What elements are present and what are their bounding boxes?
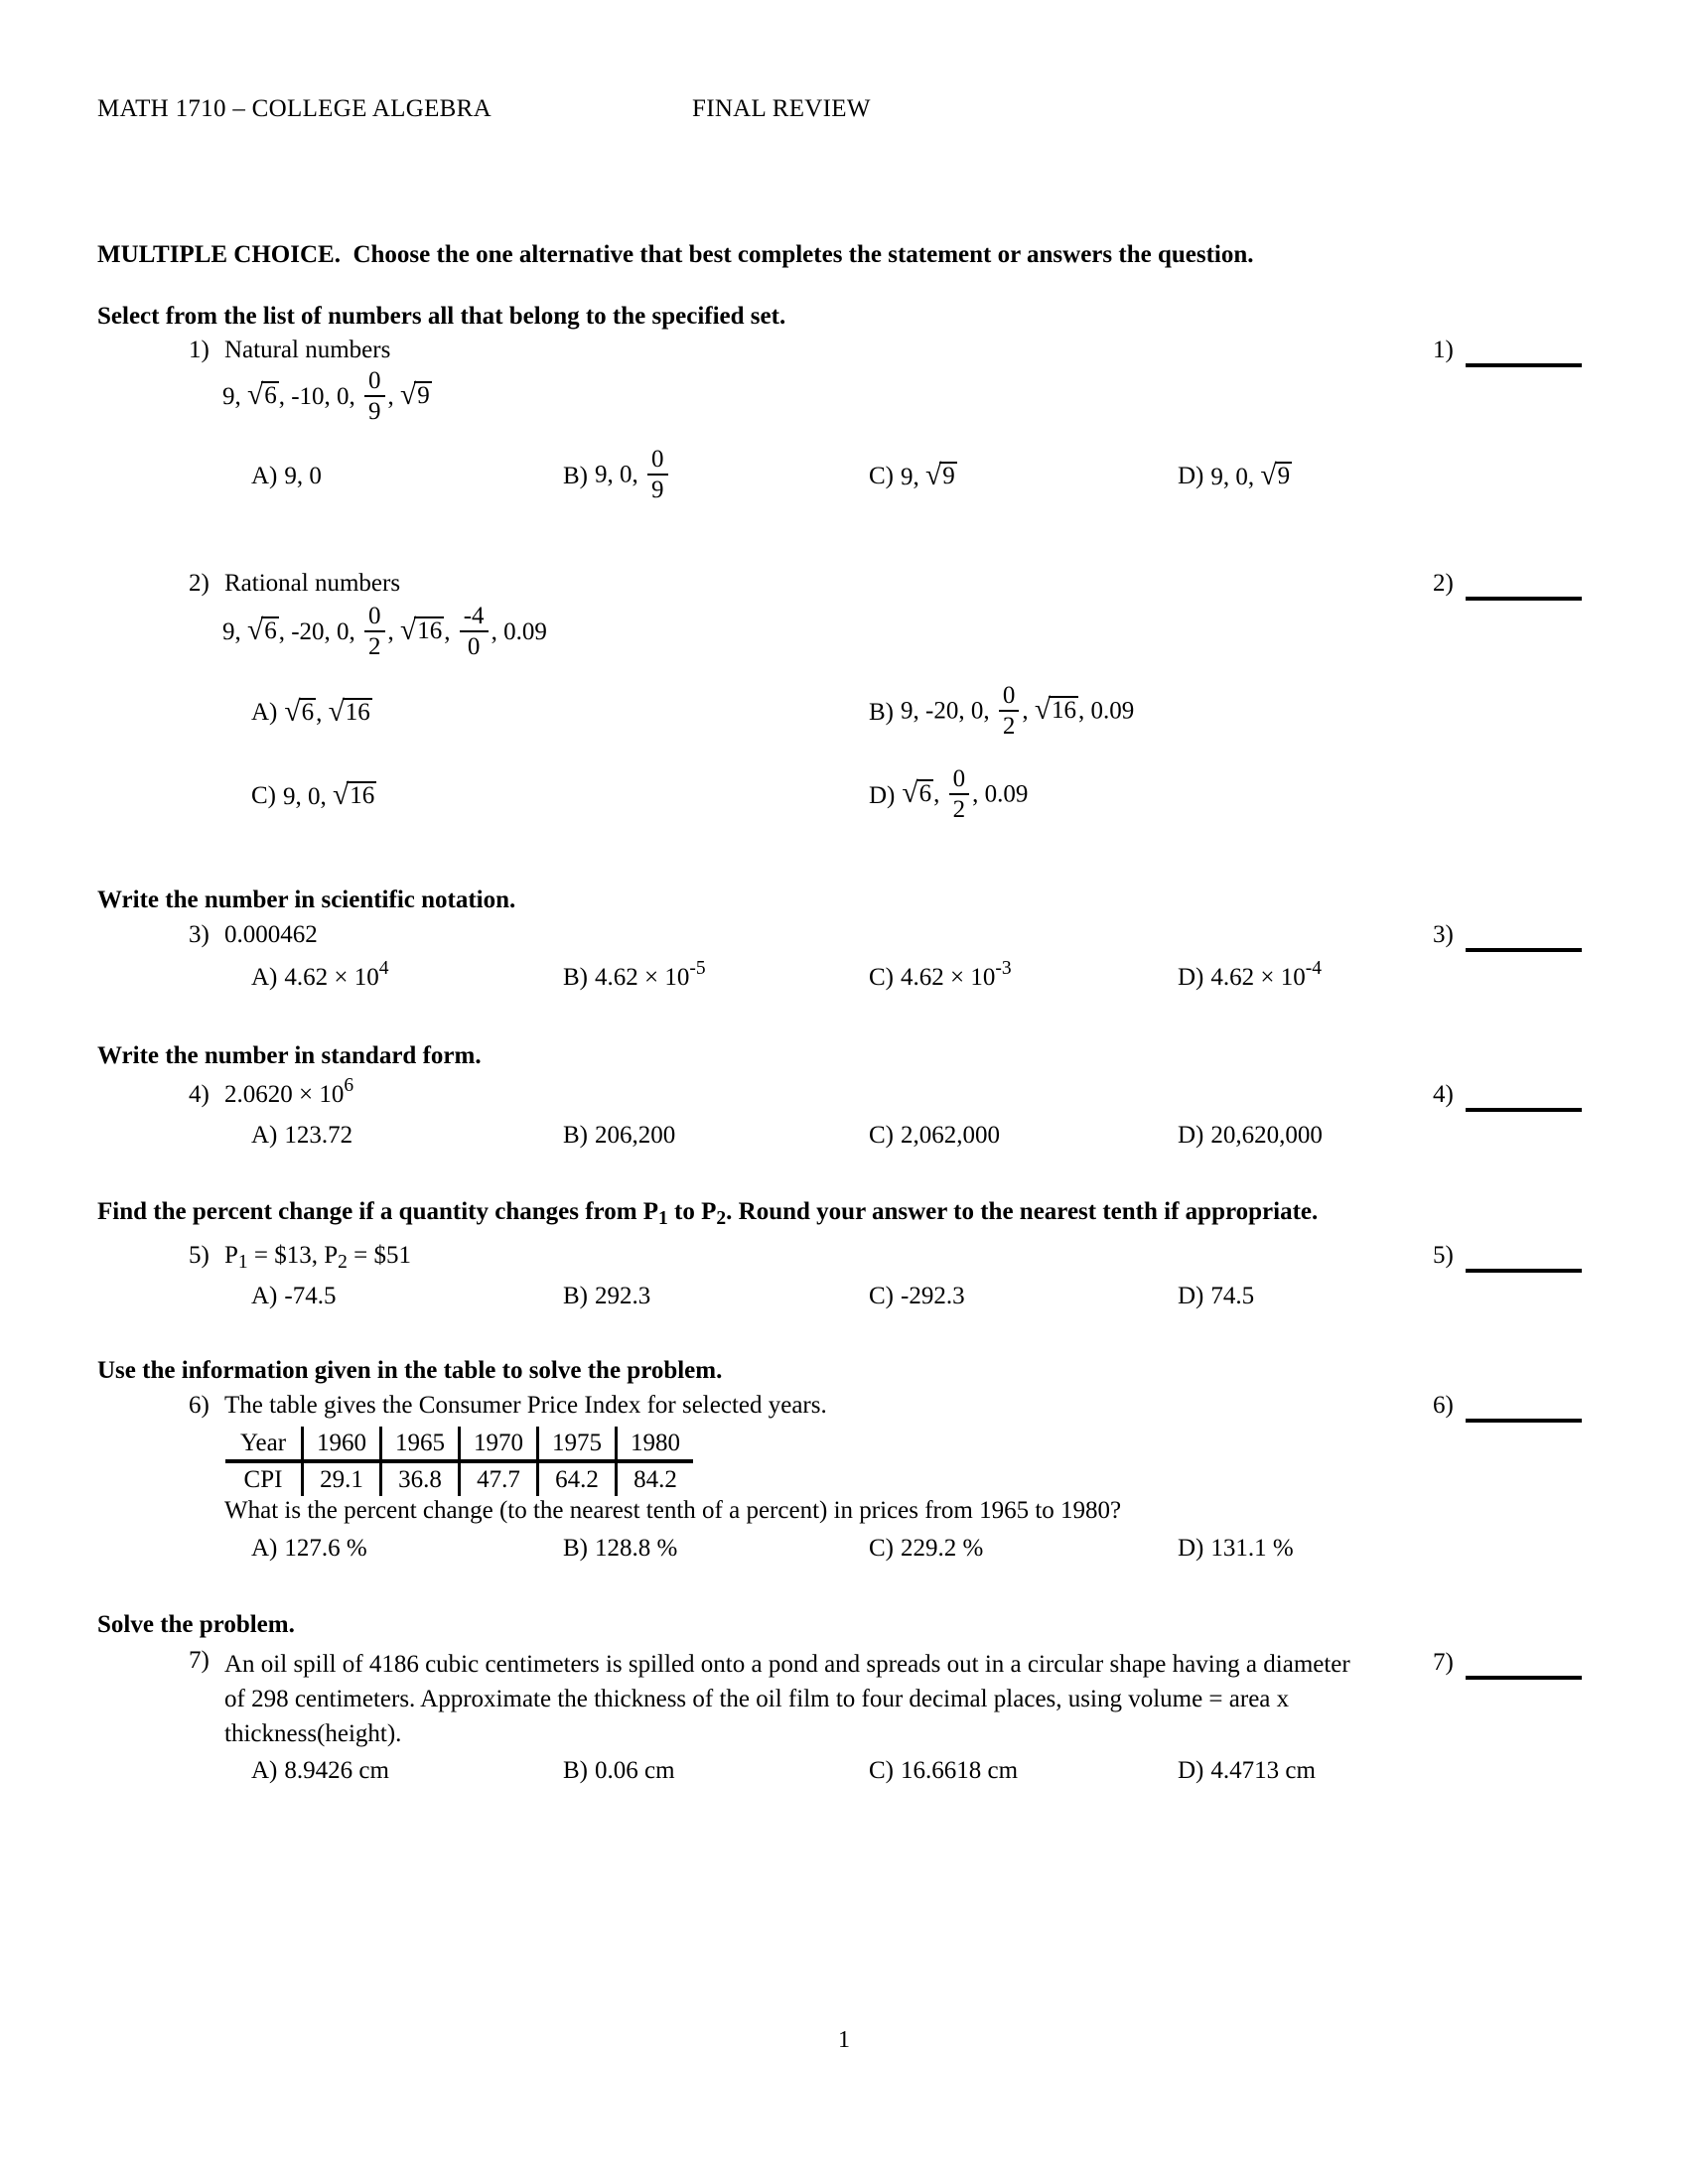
option-value: 8.9426 cm <box>284 1757 389 1784</box>
question-6-option-d <box>1178 1529 1294 1569</box>
option-value: 131.1 % <box>1210 1535 1294 1562</box>
option-letter: A) <box>251 463 278 489</box>
question-4-option-a <box>251 1116 352 1156</box>
section-heading-1: Select from the list of numbers all that belong to the specified set. <box>97 303 786 330</box>
table-cell: 1965 <box>381 1427 460 1461</box>
document-title: FINAL REVIEW <box>692 95 871 122</box>
option-letter: D) <box>1178 463 1204 489</box>
option-letter: C) <box>869 1122 894 1149</box>
question-6-number: 6) <box>189 1392 210 1419</box>
option-value: 16.6618 cm <box>901 1757 1019 1784</box>
question-6-secondary-text: What is the percent change (to the nearest tenth of a percent) in prices from 1965 to 1980? <box>224 1497 1122 1524</box>
table-data-row <box>225 1461 693 1496</box>
question-4-text: $2.0620 \times 10^6$ <box>224 1075 354 1108</box>
option-letter: B) <box>563 1535 588 1562</box>
option-value: 74.5 <box>1210 1283 1255 1309</box>
option-value: 206,200 <box>595 1122 676 1149</box>
option-value: 229.2 % <box>901 1535 984 1562</box>
option-value: 9, 0 <box>284 463 322 489</box>
question-5-option-a <box>251 1277 336 1316</box>
question-5-option-b <box>563 1277 650 1316</box>
question-2-option-b <box>869 673 1134 752</box>
answer-blank-3 <box>1433 921 1582 952</box>
option-letter: B) <box>563 964 588 991</box>
question-6-option-a <box>251 1529 367 1569</box>
instructions: MULTIPLE CHOICE. Choose the one alternative that best completes the statement or answers the question. <box>97 241 1254 268</box>
question-2-number: 2) <box>189 570 210 597</box>
answer-blank-5 <box>1433 1242 1582 1273</box>
fraction-expression: $\frac{0}{9}$ <box>364 367 385 425</box>
option-value: 20,620,000 <box>1210 1122 1323 1149</box>
option-value: 9, 0, √ 9 <box>1210 460 1291 491</box>
table-header-row <box>225 1427 693 1461</box>
option-value: -74.5 <box>284 1283 337 1309</box>
question-2-expression: 9, √ 6, -20, 0, $\frac{0}{2}$ , √ 16, $\frac{-4}{0}$ , 0.09 <box>222 597 547 668</box>
table-cell: 1960 <box>303 1427 381 1461</box>
question-5-option-c <box>869 1277 965 1316</box>
answer-number: 2) <box>1433 570 1454 597</box>
answer-line <box>1466 597 1582 601</box>
question-4-option-c <box>869 1116 1000 1156</box>
option-value: 292.3 <box>595 1283 651 1309</box>
question-1-text: Natural numbers <box>224 337 391 363</box>
option-letter: C) <box>869 964 894 991</box>
option-value: $4.62 \times 10^4$ <box>284 958 389 991</box>
answer-blank-1 <box>1433 337 1582 367</box>
question-2-option-a <box>251 673 372 752</box>
table-cell: 1970 <box>460 1427 538 1461</box>
option-letter: C) <box>869 1535 894 1562</box>
table-cell: 29.1 <box>303 1461 381 1496</box>
option-value: 9, -20, 0, $\frac{0}{2}$ , √ 16, 0.09 <box>901 682 1135 740</box>
option-letter: A) <box>251 1122 278 1149</box>
answer-line <box>1466 363 1582 367</box>
sqrt-expression: √ 6 <box>247 379 277 411</box>
question-5-text: $P_1$ = $13, $P_2$ = $51 <box>224 1242 412 1274</box>
option-letter: B) <box>563 1283 588 1309</box>
question-7-number: 7) <box>189 1647 210 1674</box>
answer-number: 3) <box>1433 921 1454 948</box>
answer-blank-4 <box>1433 1081 1582 1112</box>
option-letter: B) <box>563 1122 588 1149</box>
question-6-text: The table gives the Consumer Price Index for selected years. <box>224 1392 827 1419</box>
fraction-expression: $\frac{0}{2}$ <box>999 682 1020 740</box>
option-letter: D) <box>1178 1283 1204 1309</box>
option-letter: A) <box>251 964 278 991</box>
question-7-option-c <box>869 1751 1018 1791</box>
answer-number: 7) <box>1433 1649 1454 1676</box>
sqrt-expression: √ 6 <box>284 696 315 728</box>
question-1-expression: 9, √ 6, -10, 0, $\frac{0}{9}$ , √ 9 <box>222 363 432 431</box>
option-value: 127.6 % <box>284 1535 367 1562</box>
answer-blank-6 <box>1433 1392 1582 1423</box>
option-letter: B) <box>563 1757 588 1784</box>
sqrt-expression: √ 16 <box>400 614 443 646</box>
option-value: 2,062,000 <box>901 1122 1000 1149</box>
answer-number: 5) <box>1433 1242 1454 1269</box>
section-heading-5: Use the information given in the table to solve the problem. <box>97 1357 723 1384</box>
option-value: $4.62 \times 10^{-5}$ <box>595 958 706 991</box>
question-3-option-b <box>563 958 706 998</box>
question-3-option-d <box>1178 958 1322 998</box>
question-2-option-c <box>251 756 376 836</box>
option-letter: A) <box>251 1283 278 1309</box>
question-6-option-c <box>869 1529 983 1569</box>
option-letter: C) <box>869 1757 894 1784</box>
option-letter: D) <box>1178 1757 1204 1784</box>
fraction-expression: $\frac{0}{2}$ <box>364 603 385 660</box>
option-letter: A) <box>251 1535 278 1562</box>
option-letter: C) <box>869 1283 894 1309</box>
table-cell: 1975 <box>538 1427 617 1461</box>
question-3-option-a <box>251 958 389 998</box>
fraction-expression: $\frac{0}{9}$ <box>647 446 668 503</box>
table-cell: 64.2 <box>538 1461 617 1496</box>
option-value: √ 6, √ 16 <box>284 696 370 728</box>
question-1-option-c <box>869 437 957 516</box>
sqrt-expression: √ 6 <box>247 614 277 646</box>
sqrt-expression: √ 6 <box>902 776 932 809</box>
sqrt-expression: √ 16 <box>333 779 375 811</box>
option-letter: D) <box>1178 964 1204 991</box>
fraction-expression: $\frac{0}{2}$ <box>949 765 970 823</box>
option-letter: A) <box>251 1757 278 1784</box>
question-2-text: Rational numbers <box>224 570 401 597</box>
sqrt-expression: √ 16 <box>328 696 370 728</box>
option-value: $4.62 \times 10^{-4}$ <box>1210 958 1322 991</box>
question-3-number: 3) <box>189 921 210 948</box>
option-letter: D) <box>1178 1122 1204 1149</box>
question-7-option-b <box>563 1751 675 1791</box>
section-heading-6: Solve the problem. <box>97 1611 295 1638</box>
question-7-option-d <box>1178 1751 1316 1791</box>
option-letter: B) <box>869 699 894 726</box>
question-3-text: 0.000462 <box>224 921 318 948</box>
question-7-option-a <box>251 1751 389 1791</box>
answer-line <box>1466 1676 1582 1680</box>
option-value: 9, 0, √ 16 <box>283 779 375 811</box>
answer-number: 4) <box>1433 1081 1454 1108</box>
table-cell: 84.2 <box>633 1465 677 1493</box>
question-1-option-b <box>563 437 671 516</box>
option-value: 123.72 <box>284 1122 353 1149</box>
option-letter: B) <box>563 463 588 489</box>
option-letter: C) <box>869 463 894 489</box>
table-cell: Year <box>225 1427 303 1461</box>
question-1-number: 1) <box>189 337 210 363</box>
question-6-option-b <box>563 1529 677 1569</box>
question-4-option-b <box>563 1116 675 1156</box>
option-value: 9, 0, $\frac{0}{9}$ <box>595 448 671 505</box>
sqrt-expression: √ 9 <box>400 379 430 411</box>
option-value: $4.62 \times 10^{-3}$ <box>901 958 1012 991</box>
table-cell: 1980 <box>617 1427 694 1461</box>
option-value: 128.8 % <box>595 1535 678 1562</box>
table-cell: CPI <box>225 1461 303 1496</box>
question-1-option-d <box>1178 437 1292 516</box>
option-value: 9, √ 9 <box>901 460 955 491</box>
answer-number: 1) <box>1433 337 1454 363</box>
sqrt-expression: √ 9 <box>925 460 955 491</box>
sqrt-expression: √ 16 <box>1034 693 1077 726</box>
option-letter: A) <box>251 699 278 726</box>
answer-line <box>1466 1108 1582 1112</box>
question-4-option-d <box>1178 1116 1323 1156</box>
fraction-expression: $\frac{-4}{0}$ <box>460 603 489 660</box>
section-heading-3: Write the number in standard form. <box>97 1042 482 1069</box>
question-1-option-a <box>251 437 322 516</box>
table-cell: 47.7 <box>460 1461 538 1496</box>
option-letter: D) <box>869 782 896 809</box>
answer-line <box>1466 1269 1582 1273</box>
section-heading-4: Find the percent change if a quantity changes from $P_1$ to $P_2$. Round your answer to the nearest tenth if appropriate. <box>97 1198 1319 1230</box>
option-letter: D) <box>1178 1535 1204 1562</box>
answer-blank-2 <box>1433 570 1582 601</box>
question-5-number: 5) <box>189 1242 210 1269</box>
question-7-text: An oil spill of 4186 cubic centimeters is spilled onto a pond and spreads out in a circular shape having a diameter of 298 centimeters. Approximate the thickness of the oil film to four decimal places, using volume = area x thickness(height). <box>224 1651 1350 1747</box>
option-value: 4.4713 cm <box>1210 1757 1316 1784</box>
section-heading-2: Write the number in scientific notation. <box>97 887 516 913</box>
answer-number: 6) <box>1433 1392 1454 1419</box>
question-3-option-c <box>869 958 1012 998</box>
question-2-option-d <box>869 756 1028 836</box>
option-value: 0.06 cm <box>595 1757 675 1784</box>
course-title: MATH 1710 – COLLEGE ALGEBRA <box>97 95 492 122</box>
answer-blank-7 <box>1433 1649 1582 1680</box>
option-value: -292.3 <box>901 1283 965 1309</box>
page-number: 1 <box>838 2027 850 2053</box>
sqrt-expression: √ 9 <box>1260 460 1291 491</box>
cpi-table <box>225 1427 693 1496</box>
answer-line <box>1466 948 1582 952</box>
table-cell: 36.8 <box>381 1461 460 1496</box>
question-5-option-d <box>1178 1277 1254 1316</box>
answer-line <box>1466 1419 1582 1423</box>
option-letter: C) <box>251 782 276 809</box>
question-4-number: 4) <box>189 1081 210 1108</box>
option-value: √ 6, $\frac{0}{2}$ , 0.09 <box>902 765 1029 823</box>
